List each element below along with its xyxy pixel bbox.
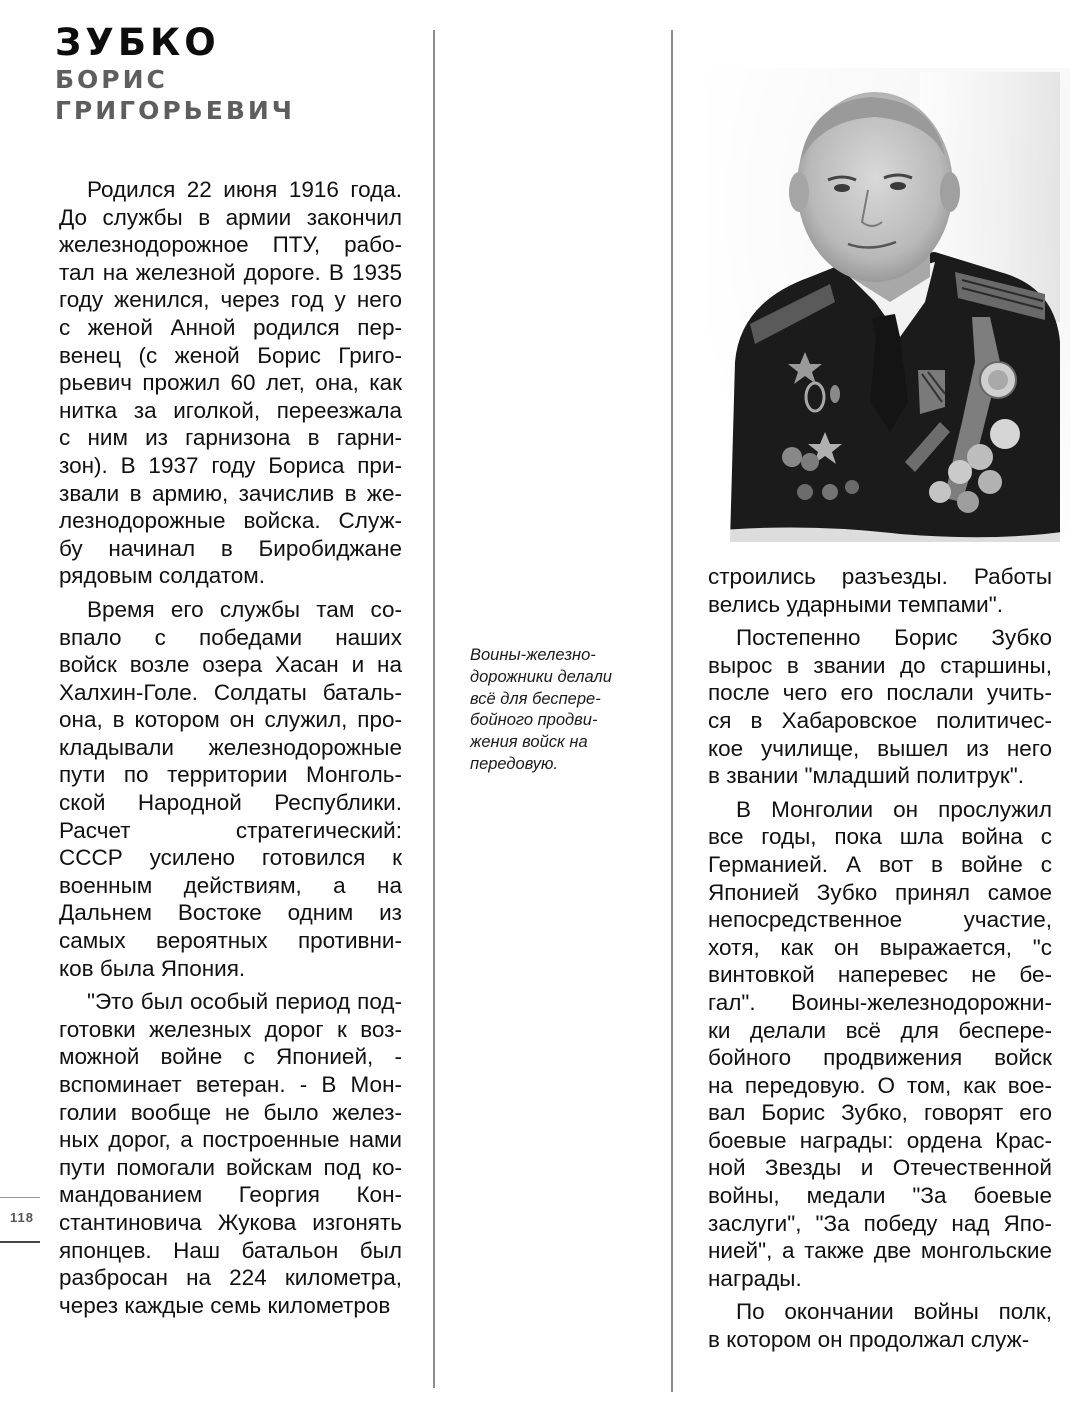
text-line: Постепенно Борис Зубко bbox=[736, 625, 1052, 651]
text-line: рьевич прожил 60 лет, она, как bbox=[59, 370, 402, 396]
paragraph bbox=[708, 796, 1052, 1293]
paragraph bbox=[59, 988, 402, 1319]
text-line: винтовкой наперевес не бе- bbox=[708, 962, 1052, 988]
text-line: кое училище, вышел из него bbox=[708, 735, 1052, 761]
text-line: Германией. А вот в войне с bbox=[708, 851, 1052, 877]
text-line: бойного продвижения войск bbox=[708, 1045, 1052, 1071]
text-line: рядовым солдатом. bbox=[59, 563, 266, 589]
surname-heading: ЗУБКО bbox=[55, 21, 220, 64]
text-line: впало с победами наших bbox=[59, 624, 402, 650]
text-line: все годы, пока шла война с bbox=[708, 824, 1052, 850]
paragraph bbox=[708, 1298, 1052, 1353]
caption-line: бойного продви- bbox=[470, 711, 598, 730]
text-line: велись ударными темпами". bbox=[708, 591, 1003, 617]
text-line: году женился, через год у него bbox=[59, 287, 402, 313]
text-line: строились разъезды. Работы bbox=[708, 564, 1052, 589]
column-divider-left bbox=[433, 30, 435, 1388]
caption-line: жения войск на bbox=[470, 733, 588, 752]
text-line: войск возле озера Хасан и на bbox=[59, 652, 402, 678]
text-line: венец (с женой Борис Григо- bbox=[59, 342, 402, 368]
text-line: стантиновича Жукова изгонять bbox=[59, 1209, 402, 1235]
paragraph bbox=[708, 563, 1052, 618]
text-line: Халхин-Голе. Солдаты баталь- bbox=[59, 679, 402, 705]
text-line: можной войне с Японией, - bbox=[59, 1044, 402, 1070]
page-number: 118 bbox=[10, 1210, 34, 1225]
text-line: кладывали железнодорожные bbox=[59, 734, 402, 760]
text-line: на передовую. О том, как вое- bbox=[708, 1072, 1052, 1098]
text-line: бу начинал в Биробиджане bbox=[59, 535, 402, 561]
text-line: разбросан на 224 километра, bbox=[59, 1265, 402, 1291]
caption-line: передовую. bbox=[470, 754, 559, 773]
text-line: она, в котором он служил, про- bbox=[59, 707, 402, 733]
page-number-rule-top bbox=[0, 1197, 40, 1198]
text-line: с женой Анной родился пер- bbox=[59, 314, 402, 340]
text-line: Японией Зубко принял самое bbox=[708, 879, 1052, 905]
text-line: в звании "младший политрук". bbox=[708, 763, 1025, 789]
right-column-text bbox=[708, 563, 1052, 1360]
text-line: Время его службы там со- bbox=[87, 596, 402, 622]
text-line: в котором он продолжал служ- bbox=[708, 1327, 1030, 1353]
text-line: ся в Хабаровское политичес- bbox=[708, 707, 1052, 733]
caption-line: Воины-железно- bbox=[470, 646, 596, 664]
text-line: Дальнем Востоке одним из bbox=[59, 900, 402, 926]
text-line: боевые награды: ордена Крас- bbox=[708, 1127, 1052, 1153]
text-line: мандованием Георгия Кон- bbox=[59, 1182, 402, 1208]
text-line: вырос в звании до старшины, bbox=[708, 652, 1052, 678]
text-line: через каждые семь километров bbox=[59, 1292, 391, 1318]
text-line: хотя, как он выражается, "с bbox=[708, 934, 1052, 960]
text-line: Расчет стратегический: bbox=[59, 817, 402, 843]
paragraph bbox=[59, 176, 402, 590]
text-line: награды. bbox=[708, 1265, 802, 1291]
text-line: нитка за иголкой, переезжала bbox=[59, 397, 402, 423]
page-number-rule-bottom bbox=[0, 1241, 40, 1243]
text-line: вспоминает ветеран. - В Мон- bbox=[59, 1072, 402, 1097]
text-line: военным действиям, а на bbox=[59, 872, 402, 898]
text-line: тал на железной дороге. В 1935 bbox=[59, 259, 402, 285]
text-line: СССР усилено готовился к bbox=[59, 845, 402, 871]
text-line: По окончании войны полк, bbox=[736, 1299, 1052, 1325]
text-line: пути помогали войскам под ко- bbox=[59, 1154, 402, 1180]
text-line: японцев. Наш батальон был bbox=[59, 1237, 402, 1263]
text-line: ков была Япония. bbox=[59, 955, 246, 981]
veteran-portrait-photo bbox=[700, 62, 1076, 548]
text-line: ской Народной Республики. bbox=[59, 790, 402, 816]
text-line: "Это был особый период под- bbox=[87, 989, 402, 1015]
text-line: вал Борис Зубко, говорят его bbox=[708, 1100, 1052, 1126]
photo-caption bbox=[470, 645, 620, 776]
text-line: после чего его послали учить- bbox=[708, 680, 1052, 706]
text-line: голии вообще не было желез- bbox=[59, 1099, 402, 1125]
caption-line: дорожники делали bbox=[470, 667, 612, 686]
portrait-image bbox=[700, 62, 1076, 548]
text-line: ной Звезды и Отечественной bbox=[708, 1155, 1052, 1181]
text-line: войны, медали "За боевые bbox=[708, 1183, 1052, 1209]
first-name-heading: БОРИС bbox=[55, 65, 168, 94]
text-line: лезнодорожные войска. Служ- bbox=[59, 508, 402, 534]
text-line: Родился 22 июня 1916 года. bbox=[87, 177, 402, 202]
text-line: пути по территории Монголь- bbox=[59, 762, 402, 788]
text-line: В Монголии он прослужил bbox=[736, 796, 1052, 822]
text-line: непосредственное участие, bbox=[708, 907, 1052, 933]
text-line: готовки железных дорог к воз- bbox=[59, 1016, 402, 1042]
paragraph bbox=[59, 596, 402, 982]
patronymic-heading: ГРИГОРЬЕВИЧ bbox=[55, 96, 295, 125]
text-line: До службы в армии закончил bbox=[59, 204, 402, 230]
column-divider-right bbox=[671, 30, 673, 1392]
text-line: с ним из гарнизона в гарни- bbox=[59, 425, 402, 451]
text-line: звали в армию, зачислив в же- bbox=[59, 480, 402, 506]
text-line: нией", а также две монгольские bbox=[708, 1238, 1052, 1264]
text-line: заслуги", "За победу над Япо- bbox=[708, 1210, 1052, 1236]
text-line: гал". Воины-железнодорожни- bbox=[708, 989, 1052, 1015]
article-header bbox=[55, 22, 425, 126]
text-line: самых вероятных противни- bbox=[59, 928, 402, 954]
paragraph bbox=[708, 624, 1052, 790]
text-line: ных дорог, а построенные нами bbox=[59, 1127, 402, 1153]
text-line: зон). В 1937 году Бориса при- bbox=[59, 452, 402, 478]
text-line: ки делали всё для беспере- bbox=[708, 1017, 1052, 1043]
left-column-text bbox=[59, 176, 402, 1325]
text-line: железнодорожное ПТУ, рабо- bbox=[59, 232, 402, 258]
caption-line: всё для беспере- bbox=[470, 689, 601, 708]
